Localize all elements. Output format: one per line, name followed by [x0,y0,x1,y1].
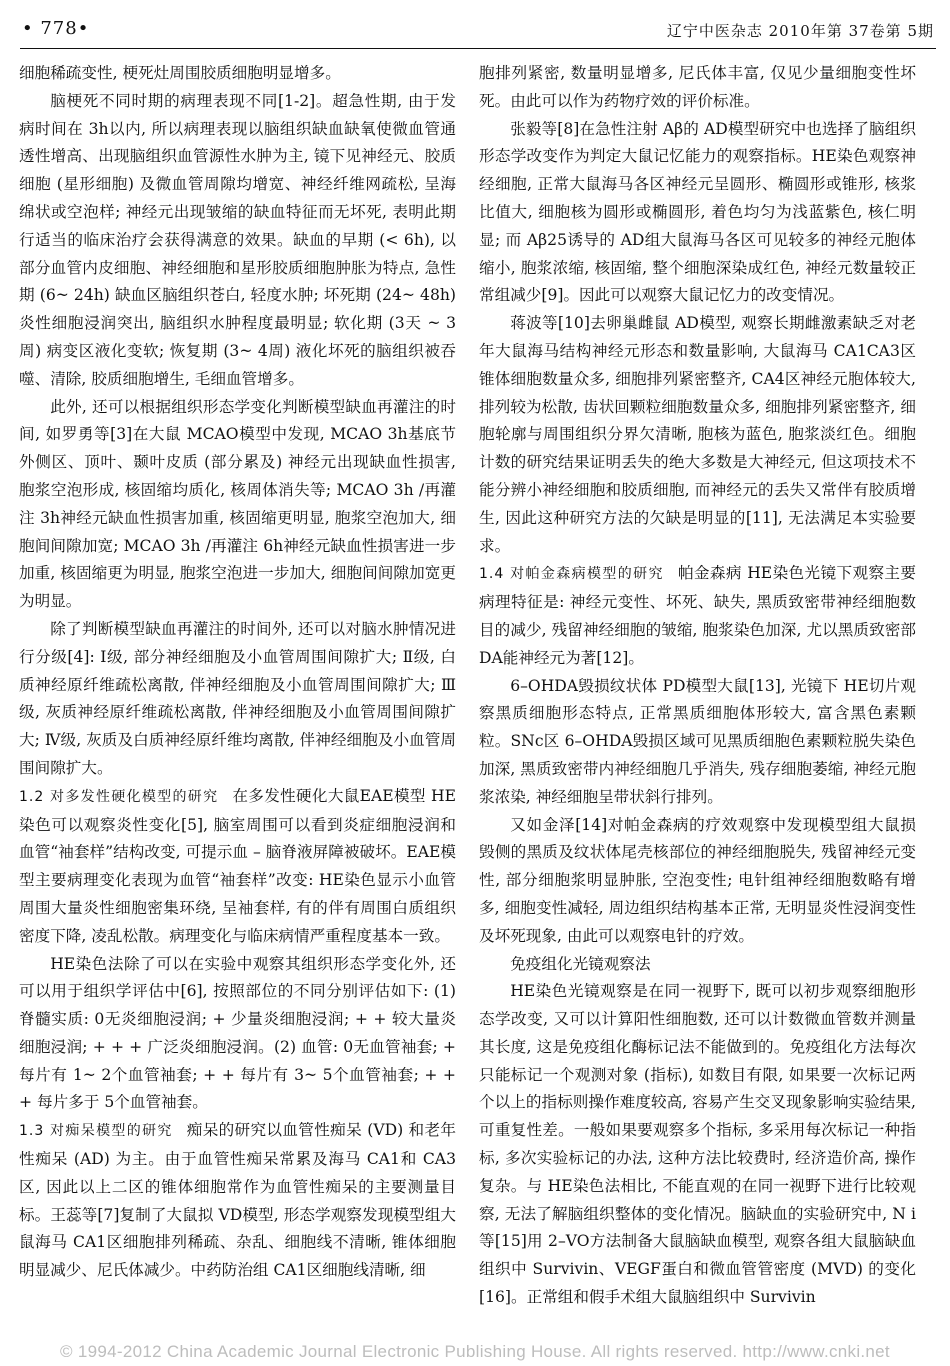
paragraph: 又如金泽[14]对帕金森病的疗效观察中发现模型组大鼠损毁侧的黑质及纹状体尾壳核部位的神经细胞脱失, 残留神经元变性, 部分细胞浆明显肿胀, 空泡变性; 电针组神经细胞数略有增多, 细胞变性减轻, 周边组织结构基本正常, 无明显炎性浸润变性及坏死现象, 由此可以观察电针的疗效。 [479,815,916,945]
paragraph: 此外, 还可以根据组织形态学变化判断模型缺血再灌注的时间, 如罗勇等[3]在大鼠 MCAO模型中发现, MCAO 3h基底节外侧区、顶叶、颞叶皮质 (部分累及) 神经元出现缺血性损害, 胞浆空泡形成, 核固缩均质化, 核周体消失等; MCAO 3h /再灌注 3h神经元缺血性损害加重, 核固缩更明显, 胞浆空泡加大, 细胞间间隙加宽; MCAO 3h /再灌注 6h神经元缺血性损害进一步加重, 核固缩更为明显, 胞浆空泡进一步加大, 细胞间间隙加宽更为明显。 [19,397,456,611]
paragraph: 脑梗死不同时期的病理表现不同[1-2]。超急性期, 由于发病时间在 3h以内, 所以病理表现以脑组织缺血缺氧使微血管通透性增高、出现脑组织血管源性水肿为主, 镜下见神经元、胶质细胞 (星形细胞) 及微血管周隙均增宽、神经纤维网疏松, 呈海绵状或空泡样; 神经元出现皱缩的缺血特征而无坏死, 表明此期行适当的临床治疗会获得满意的效果。缺血的早期 (< 6h), 以部分血管内皮细胞、神经细胞和星形胶质细胞肿胀为特点, 急性期 (6~ 24h) 缺血区脑组织苍白, 轻度水肿; 坏死期 (24~ 48h) 炎性细胞浸润突出, 脑组织水肿程度最明显; 软化期 (3天 ~ 3周) 病变区液化变软; 恢复期 (3~ 4周) 液化坏死的脑组织被吞噬、清除, 胶质细胞增生, 毛细血管增多。 [19,91,456,388]
paragraph: 细胞稀疏变性, 梗死灶周围胶质细胞明显增多。 [19,64,341,82]
paragraph: HE染色光镜观察是在同一视野下, 既可以初步观察细胞形态学改变, 又可以计算阳性细胞数, 还可以计数微血管数并测量其长度, 这是免疫组化酶标记法不能做到的。免疫组化方法每次只能标记一个观测对象 (指标), 如数目有限, 如果要一次标记两个以上的指标则操作难度较高, 容易产生交叉现象影响实验结果, 可重复性差。一般如果要观察多个指标, 多采用每次标记一种指标, 多次实验标记的办法, 这种方法比较费时, 经济造价高, 操作复杂。与 HE染色法相比, 不能直观的在同一视野下进行比较观察, 无法了解脑组织整体的变化情况。脑缺血的实验研究中, N i等[15]用 2–VO方法制备大鼠脑缺血模型, 观察各组大鼠脑缺血组织中 Survivin、VEGF蛋白和微血管管密度 (MVD) 的变化[16]。正常组和假手术组大鼠脑组织中 Survivin [479,982,916,1307]
section-text: 痴呆的研究以血管性痴呆 (VD) 和老年性痴呆 (AD) 为主。由于血管性痴呆常累及海马 CA1和 CA3区, 因此以上二区的锥体细胞常作为血管性痴呆的主要测量目标。王蕊等[7]复制了大鼠拟 VD模型, 形态学观察发现模型组大鼠海马 CA1区细胞排列稀疏、杂乱、细胞线不清晰, 锥体细胞明显减少、尼氏体减少。中药防治组 CA1区细胞线清晰, 细 [19,1121,456,1280]
section-paragraph [479,560,916,672]
section-title: 1.4 对帕金森病模型的研究 [479,566,664,583]
right-column [479,60,916,1342]
journal-title: 辽宁中医杂志 2010年第 37卷第 5期 [666,22,934,40]
copyright-footer: © 1994-2012 China Academic Journal Electronic Publishing House. All rights reserved. http://www.cnki.net [60,1342,890,1361]
page-header [0,0,950,52]
paragraph: HE染色法除了可以在实验中观察其组织形态学变化外, 还可以用于组织学评估中[6], 按照部位的不同分别评估如下: (1) 脊髓实质: 0无炎细胞浸润; + 少量炎细胞浸润; + + 较大量炎细胞浸润; + + + 广泛炎细胞浸润。(2) 血管: 0无血管袖套; + 每片有 1~ 2个血管袖套; + + 每片有 3~ 5个血管袖套; + + + 每片多于 5个血管袖套。 [19,954,456,1112]
section-paragraph [19,783,456,951]
paragraph: 张毅等[8]在急性注射 Aβ的 AD模型研究中也选择了脑组织形态学改变作为判定大鼠记忆能力的观察指标。HE染色观察神经细胞, 正常大鼠海马各区神经元呈圆形、椭圆形或锥形, 核浆比值大, 细胞核为圆形或椭圆形, 着色均匀为浅蓝紫色, 核仁明显; 而 Aβ25诱导的 AD组大鼠海马各区可见较多的神经元胞体缩小, 胞浆浓缩, 核固缩, 整个细胞深染成红色, 神经元数量较正常组减少[9]。因此可以观察大鼠记忆力的改变情况。 [479,119,916,305]
paragraph: 除了判断模型缺血再灌注的时间外, 还可以对脑水肿情况进行分级[4]: Ⅰ级, 部分神经细胞及小血管周围间隙扩大; Ⅱ级, 白质神经原纤维疏松离散, 伴神经细胞及小血管周围间隙扩大; Ⅲ级, 灰质神经原纤维疏松离散, 伴神经细胞及小血管周围间隙扩大; Ⅳ级, 灰质及白质神经原纤维均离散, 伴神经细胞及小血管周围间隙扩大。 [19,619,456,777]
paragraph: 胞排列紧密, 数量明显增多, 尼氏体丰富, 仅见少量细胞变性坏死。由此可以作为药物疗效的评价标准。 [479,64,916,110]
header-rule [20,48,936,49]
paragraph: 6–OHDA毁损纹状体 PD模型大鼠[13], 光镜下 HE切片观察黑质细胞形态特点, 正常黑质细胞体形较大, 富含黑色素颗粒。SNc区 6–OHDA毁损区域可见黑质细胞色素颗粒脱失染色加深, 黑质致密带内神经细胞几乎消失, 残存细胞萎缩, 神经元胞浆浓染, 神经细胞呈带状斜行排列。 [479,676,916,806]
section-text: 帕金森病 HE染色光镜下观察主要病理特征是: 神经元变性、坏死、缺失, 黑质致密带神经细胞数目的减少, 残留神经细胞的皱缩, 胞浆染色加深, 尤以黑质致密部 DA能神经元为著[12]。 [479,564,916,667]
paragraph: 蒋波等[10]去卵巢雌鼠 AD模型, 观察长期雌激素缺乏对老年大鼠海马结构神经元形态和数量影响, 大鼠海马 CA1CA3区锥体细胞数量众多, 细胞排列紧密整齐, CA4区神经元胞体较大, 排列较为松散, 齿状回颗粒细胞数量众多, 细胞排列紧密整齐, 细胞轮廓与周围组织分界欠清晰, 胞核为蓝色, 胞浆淡红色。细胞计数的研究结果证明丢失的绝大多数是大神经元, 但这项技术不能分辨小神经细胞和胶质细胞, 而神经元的丢失又常伴有胶质增生, 因此这种研究方法的欠缺是明显的[11], 无法满足本实验要求。 [479,314,916,555]
left-column [19,60,456,1342]
subheading: 免疫组化光镜观察法 [510,954,651,973]
section-title: 1.3 对痴呆模型的研究 [19,1123,173,1140]
section-title: 1.2 对多发性硬化模型的研究 [19,788,219,805]
page-number: • 778• [22,18,90,39]
section-text: 在多发性硬化大鼠EAE模型 HE染色可以观察炎性变化[5], 脑室周围可以看到炎症细胞浸润和血管“袖套样”结构改变, 可提示血 – 脑脊液屏障被破坏。EAE模型主要病理变化表现为血管“袖套样”改变: HE染色显示小血管周围大量炎性细胞密集环绕, 呈袖套样, 有的伴有周围白质组织密度下降, 凌乱松散。病理变化与临床病情严重程度基本一致。 [19,786,456,945]
section-paragraph [19,1117,456,1285]
